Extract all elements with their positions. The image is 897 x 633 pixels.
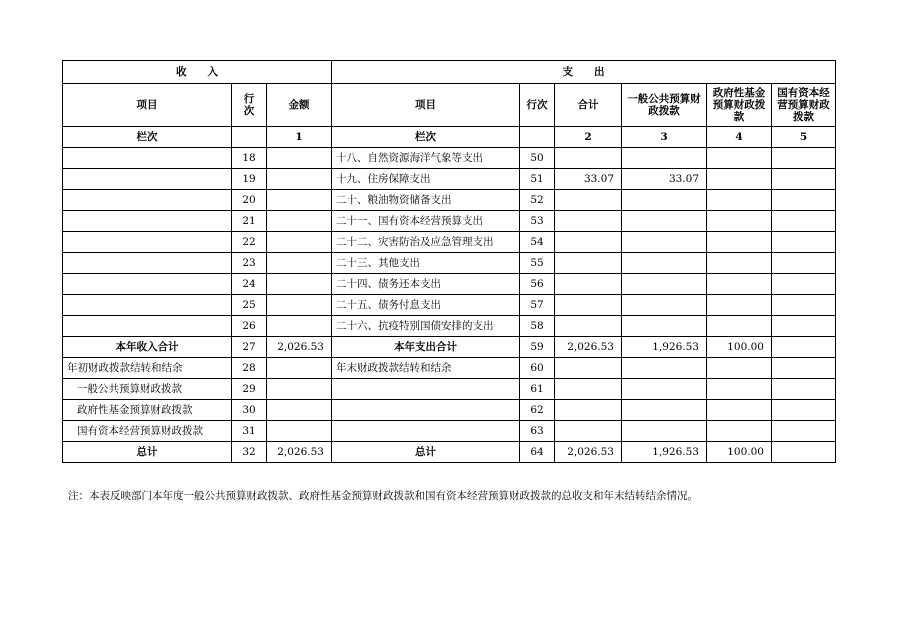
expense-row-no-cell: 57 (520, 295, 555, 316)
expense-item-cell: 十九、住房保障支出 (332, 169, 520, 190)
income-amount-cell (267, 232, 332, 253)
income-row-no-cell: 24 (232, 274, 267, 295)
expense-total-cell (555, 295, 622, 316)
gov-fund-cell (707, 190, 772, 211)
expense-item-cell: 本年支出合计 (332, 337, 520, 358)
income-amount-cell (267, 358, 332, 379)
general-budget-cell: 33.07 (622, 169, 707, 190)
expense-item-cell: 总计 (332, 442, 520, 463)
general-budget-cell (622, 274, 707, 295)
expense-total-cell (555, 253, 622, 274)
income-amount-header: 金额 (267, 84, 332, 127)
expense-row-no-cell: 50 (520, 148, 555, 169)
income-row-no-cell: 28 (232, 358, 267, 379)
general-budget-cell (622, 295, 707, 316)
expense-row-no-cell: 51 (520, 169, 555, 190)
state-capital-cell (772, 190, 836, 211)
expense-row-no-cell: 52 (520, 190, 555, 211)
column-number-1: 1 (267, 127, 332, 148)
income-amount-cell: 2,026.53 (267, 337, 332, 358)
income-row-no-cell: 20 (232, 190, 267, 211)
expense-total-cell: 2,026.53 (555, 337, 622, 358)
column-empty (232, 127, 267, 148)
expense-total-cell (555, 400, 622, 421)
general-budget-cell (622, 148, 707, 169)
column-empty (520, 127, 555, 148)
general-budget-cell (622, 400, 707, 421)
table-row (63, 253, 836, 274)
income-amount-cell (267, 211, 332, 232)
income-section-header: 收 入 (63, 61, 332, 84)
state-capital-cell (772, 400, 836, 421)
gov-fund-cell (707, 379, 772, 400)
state-capital-cell (772, 274, 836, 295)
income-item-cell: 总计 (63, 442, 232, 463)
gov-fund-cell: 100.00 (707, 442, 772, 463)
expense-total-cell (555, 358, 622, 379)
income-amount-cell (267, 295, 332, 316)
table-row (63, 316, 836, 337)
expense-item-cell: 年末财政拨款结转和结余 (332, 358, 520, 379)
expense-total-cell (555, 379, 622, 400)
general-budget-header: 一般公共预算财政拨款 (622, 84, 707, 127)
table-row (63, 358, 836, 379)
column-number-4: 4 (707, 127, 772, 148)
income-row-no-cell: 26 (232, 316, 267, 337)
gov-fund-cell (707, 421, 772, 442)
expense-item-header: 项目 (332, 84, 520, 127)
expense-total-cell (555, 316, 622, 337)
gov-fund-cell (707, 211, 772, 232)
expense-row-no-cell: 58 (520, 316, 555, 337)
expense-item-cell: 二十五、债务付息支出 (332, 295, 520, 316)
general-budget-cell (622, 421, 707, 442)
expense-item-cell: 十八、自然资源海洋气象等支出 (332, 148, 520, 169)
gov-fund-cell (707, 232, 772, 253)
income-amount-cell (267, 421, 332, 442)
table-row (63, 379, 836, 400)
income-amount-cell (267, 316, 332, 337)
state-capital-cell (772, 232, 836, 253)
expense-item-cell (332, 421, 520, 442)
income-item-cell (63, 274, 232, 295)
table-row (63, 400, 836, 421)
expense-item-cell (332, 379, 520, 400)
gov-fund-cell (707, 316, 772, 337)
expense-item-cell: 二十、粮油物资储备支出 (332, 190, 520, 211)
state-capital-cell (772, 211, 836, 232)
expense-row-no-cell: 53 (520, 211, 555, 232)
gov-fund-cell: 100.00 (707, 337, 772, 358)
general-budget-cell (622, 253, 707, 274)
state-capital-cell (772, 358, 836, 379)
income-amount-cell (267, 148, 332, 169)
income-item-cell (63, 232, 232, 253)
income-item-cell (63, 190, 232, 211)
state-capital-cell (772, 337, 836, 358)
column-number-2: 2 (555, 127, 622, 148)
expense-item-cell: 二十四、债务还本支出 (332, 274, 520, 295)
income-amount-cell (267, 274, 332, 295)
table-row (63, 232, 836, 253)
expense-item-cell: 二十一、国有资本经营预算支出 (332, 211, 520, 232)
column-number-5: 5 (772, 127, 836, 148)
table-row (63, 295, 836, 316)
income-item-cell: 国有资本经营预算财政拨款 (63, 421, 232, 442)
expense-row-no-cell: 64 (520, 442, 555, 463)
expense-row-no-cell: 60 (520, 358, 555, 379)
income-row-no-cell: 27 (232, 337, 267, 358)
income-item-cell (63, 169, 232, 190)
state-capital-cell (772, 169, 836, 190)
column-number-3: 3 (622, 127, 707, 148)
state-capital-cell (772, 316, 836, 337)
expense-row-no-cell: 59 (520, 337, 555, 358)
general-budget-cell (622, 211, 707, 232)
general-budget-cell (622, 232, 707, 253)
income-item-cell: 政府性基金预算财政拨款 (63, 400, 232, 421)
expense-row-no-cell: 63 (520, 421, 555, 442)
income-row-no-cell: 30 (232, 400, 267, 421)
income-item-cell: 一般公共预算财政拨款 (63, 379, 232, 400)
general-budget-cell: 1,926.53 (622, 442, 707, 463)
table-row (63, 274, 836, 295)
table-row (63, 442, 836, 463)
gov-fund-cell (707, 358, 772, 379)
income-row-no-cell: 32 (232, 442, 267, 463)
state-capital-cell (772, 379, 836, 400)
expense-total-cell (555, 148, 622, 169)
expense-row-no-cell: 55 (520, 253, 555, 274)
income-row-no-cell: 18 (232, 148, 267, 169)
expense-row-no-cell: 56 (520, 274, 555, 295)
income-row-no-header: 行 次 (232, 84, 267, 127)
general-budget-cell (622, 358, 707, 379)
income-amount-cell (267, 253, 332, 274)
general-budget-cell (622, 316, 707, 337)
expense-item-cell: 二十六、抗疫特别国债安排的支出 (332, 316, 520, 337)
gov-fund-cell (707, 295, 772, 316)
income-amount-cell (267, 400, 332, 421)
table-row (63, 211, 836, 232)
expense-total-cell (555, 211, 622, 232)
income-item-header: 项目 (63, 84, 232, 127)
expense-total-cell (555, 232, 622, 253)
income-row-no-cell: 19 (232, 169, 267, 190)
income-row-no-cell: 21 (232, 211, 267, 232)
state-capital-header: 国有资本经营预算财政拨款 (772, 84, 836, 127)
state-capital-cell (772, 148, 836, 169)
gov-fund-header: 政府性基金预算财政拨款 (707, 84, 772, 127)
expense-row-no-cell: 61 (520, 379, 555, 400)
income-row-no-cell: 22 (232, 232, 267, 253)
gov-fund-cell (707, 253, 772, 274)
income-item-cell (63, 148, 232, 169)
expense-item-cell: 二十三、其他支出 (332, 253, 520, 274)
income-amount-cell (267, 169, 332, 190)
expense-row-no-cell: 62 (520, 400, 555, 421)
income-item-cell (63, 253, 232, 274)
gov-fund-cell (707, 400, 772, 421)
income-row-no-cell: 29 (232, 379, 267, 400)
expense-total-cell: 2,026.53 (555, 442, 622, 463)
expense-total-header: 合计 (555, 84, 622, 127)
income-amount-cell: 2,026.53 (267, 442, 332, 463)
table-row (63, 190, 836, 211)
fiscal-appropriation-table (62, 60, 836, 463)
expense-row-no-header: 行次 (520, 84, 555, 127)
state-capital-cell (772, 442, 836, 463)
income-row-no-cell: 31 (232, 421, 267, 442)
expense-total-cell (555, 190, 622, 211)
general-budget-cell (622, 190, 707, 211)
table-row (63, 169, 836, 190)
gov-fund-cell (707, 274, 772, 295)
state-capital-cell (772, 421, 836, 442)
gov-fund-cell (707, 148, 772, 169)
table-row (63, 421, 836, 442)
table-footnote: 注：本表反映部门本年度一般公共预算财政拨款、政府性基金预算财政拨款和国有资本经营预算财政拨款的总收支和年末结转结余情况。 (68, 490, 698, 502)
column-label-left: 栏次 (63, 127, 232, 148)
income-amount-cell (267, 190, 332, 211)
table-row (63, 337, 836, 358)
income-item-cell: 年初财政拨款结转和结余 (63, 358, 232, 379)
state-capital-cell (772, 295, 836, 316)
expense-total-cell (555, 274, 622, 295)
income-item-cell (63, 295, 232, 316)
general-budget-cell: 1,926.53 (622, 337, 707, 358)
income-row-no-cell: 23 (232, 253, 267, 274)
general-budget-cell (622, 379, 707, 400)
income-item-cell: 本年收入合计 (63, 337, 232, 358)
column-label-right: 栏次 (332, 127, 520, 148)
expense-total-cell: 33.07 (555, 169, 622, 190)
income-amount-cell (267, 379, 332, 400)
state-capital-cell (772, 253, 836, 274)
table-row (63, 148, 836, 169)
expense-row-no-cell: 54 (520, 232, 555, 253)
gov-fund-cell (707, 169, 772, 190)
expense-item-cell: 二十二、灾害防治及应急管理支出 (332, 232, 520, 253)
income-item-cell (63, 211, 232, 232)
income-row-no-cell: 25 (232, 295, 267, 316)
expense-section-header: 支 出 (332, 61, 836, 84)
expense-item-cell (332, 400, 520, 421)
income-item-cell (63, 316, 232, 337)
expense-total-cell (555, 421, 622, 442)
